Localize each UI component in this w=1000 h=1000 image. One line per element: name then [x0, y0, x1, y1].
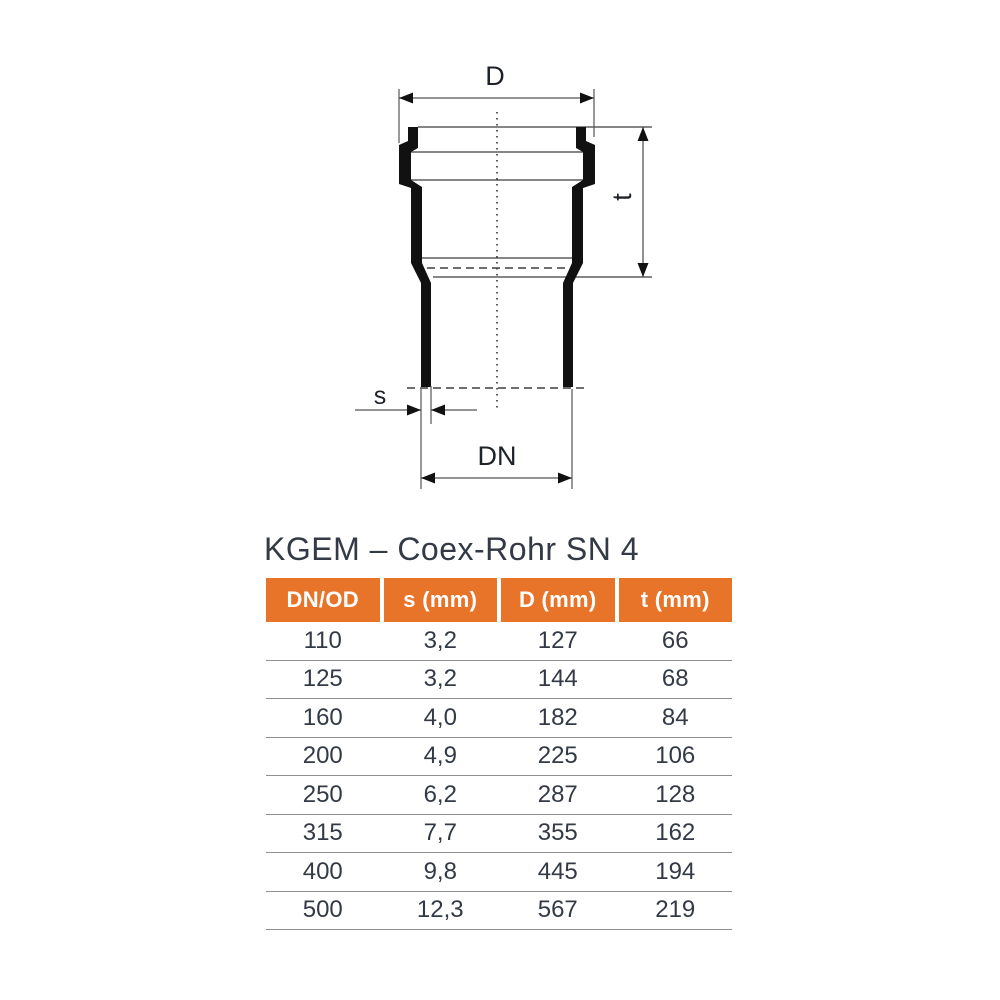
- table-header-row: [266, 578, 732, 622]
- cell-s: 7,7: [423, 819, 457, 847]
- cell-d: 144: [537, 665, 578, 693]
- column-header-dn-od: DN/OD: [266, 578, 380, 622]
- socket-interior-lines: [411, 127, 652, 277]
- column-header-d: D (mm): [501, 578, 615, 622]
- dimension-s: [355, 382, 477, 489]
- cell-d: 127: [537, 626, 578, 654]
- table-row: [266, 661, 732, 700]
- cell-t: 66: [661, 626, 689, 654]
- dimension-label-d: D: [485, 61, 505, 91]
- cell-d: 182: [537, 703, 578, 731]
- cell-d: 287: [537, 780, 578, 808]
- cell-t: 194: [655, 857, 696, 885]
- cell-t: 219: [655, 896, 696, 924]
- cell-t: 84: [661, 703, 689, 731]
- table-row: [266, 892, 732, 931]
- table-row: [266, 622, 732, 661]
- cell-dn: 500: [302, 896, 343, 924]
- column-header-s: s (mm): [384, 578, 498, 622]
- product-title: KGEM – Coex-Rohr SN 4: [264, 531, 640, 567]
- cell-d: 567: [537, 896, 578, 924]
- cell-t: 128: [655, 780, 696, 808]
- cell-dn: 400: [302, 857, 343, 885]
- cell-dn: 110: [303, 626, 342, 654]
- table-row: [266, 776, 732, 815]
- cell-dn: 315: [302, 819, 343, 847]
- table-row: [266, 815, 732, 854]
- cell-s: 3,2: [423, 626, 457, 654]
- cell-s: 12,3: [416, 896, 464, 924]
- cell-dn: 200: [302, 742, 343, 770]
- cell-d: 225: [537, 742, 578, 770]
- cell-s: 9,8: [423, 857, 457, 885]
- cell-t: 162: [655, 819, 696, 847]
- cell-dn: 125: [302, 665, 343, 693]
- table-row: [266, 699, 732, 738]
- cell-s: 4,0: [423, 703, 457, 731]
- cell-d: 355: [537, 819, 578, 847]
- cell-d: 445: [537, 857, 578, 885]
- cell-s: 6,2: [423, 780, 457, 808]
- spec-table: [266, 578, 732, 930]
- dimension-dn: [421, 389, 572, 489]
- cell-s: 4,9: [423, 742, 457, 770]
- cell-t: 68: [661, 665, 689, 693]
- cell-dn: 160: [302, 703, 343, 731]
- column-header-t: t (mm): [619, 578, 733, 622]
- cell-t: 106: [655, 742, 696, 770]
- dimension-t: [607, 127, 649, 277]
- cell-dn: 250: [302, 780, 343, 808]
- dimension-label-s: s: [373, 382, 387, 410]
- table-row: [266, 853, 732, 892]
- table-row: [266, 738, 732, 777]
- dimension-label-dn: DN: [477, 441, 517, 471]
- cell-s: 3,2: [423, 665, 457, 693]
- dimension-label-t: t: [607, 193, 637, 201]
